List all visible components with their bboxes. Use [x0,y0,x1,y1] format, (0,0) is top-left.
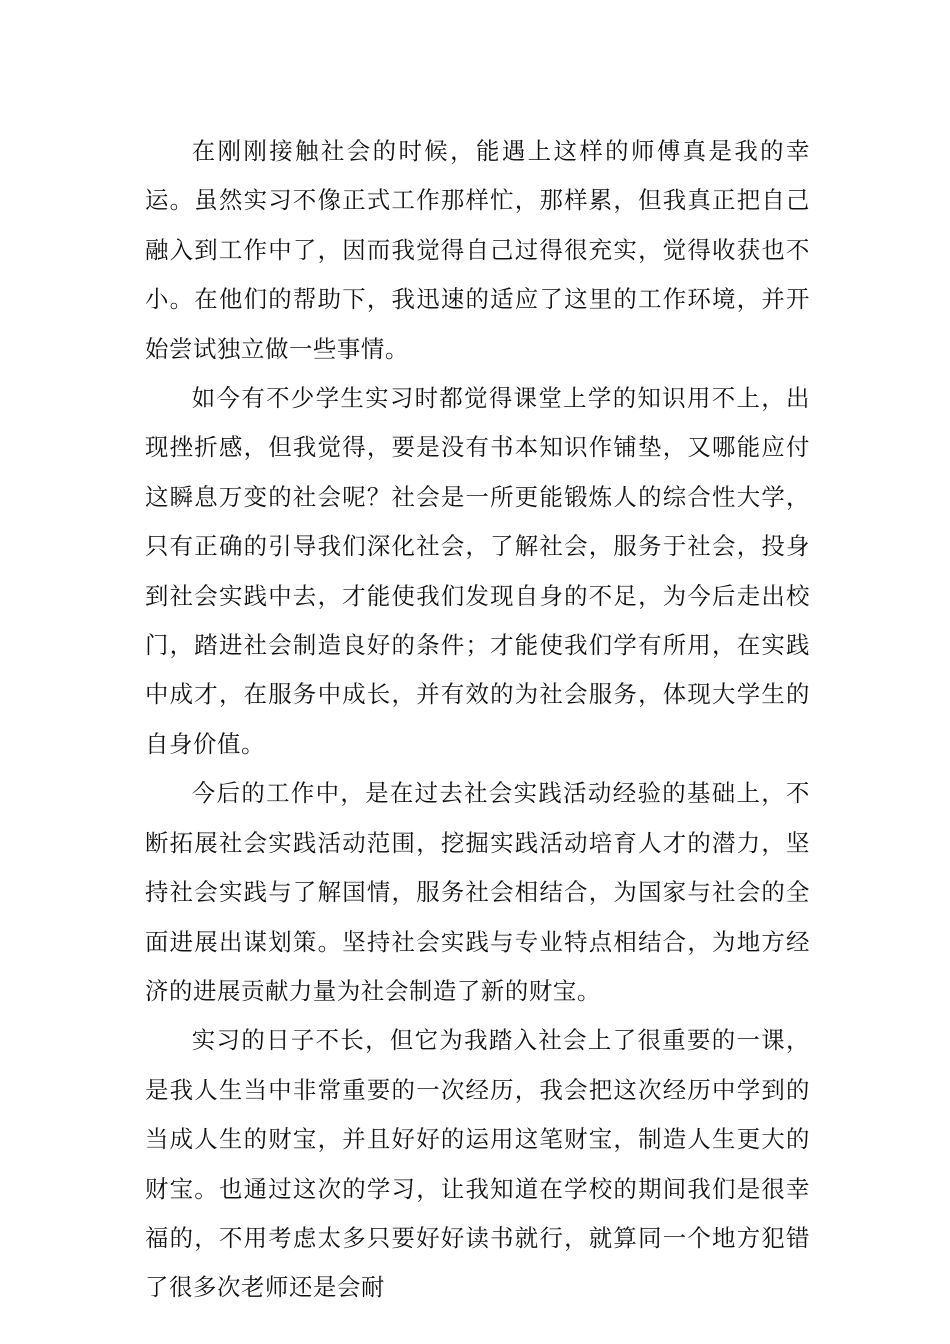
paragraph-3: 今后的工作中，是在过去社会实践活动经验的基础上，不断拓展社会实践活动范围，挖掘实践活动培育人才的潜力，坚持社会实践与了解国情，服务社会相结合，为国家与社会的全面进展出谋划策。坚持社会实践与专业特点相结合，为地方经济的进展贡献力量为社会制造了新的财宝。 [145,779,810,1005]
paragraph-2: 如今有不少学生实习时都觉得课堂上学的知识用不上，出现挫折感，但我觉得，要是没有书本知识作铺垫，又哪能应付这瞬息万变的社会呢？社会是一所更能锻炼人的综合性大学，只有正确的引导我们深化社会，了解社会，服务于社会，投身到社会实践中去，才能使我们发现自身的不足，为今后走出校门，踏进社会制造良好的条件；才能使我们学有所用，在实践中成才，在服务中成长，并有效的为社会服务，体现大学生的自身价值。 [145,384,810,758]
paragraph-4: 实习的日子不长，但它为我踏入社会上了很重要的一课，是我人生当中非常重要的一次经历，我会把这次经历中学到的当成人生的财宝，并且好好的运用这笔财宝，制造人生更大的财宝。也通过这次的学习，让我知道在学校的期间我们是很幸福的，不用考虑太多只要好好读书就行，就算同一个地方犯错了很多次老师还是会耐 [145,1026,810,1302]
paragraph-1: 在刚刚接触社会的时候，能遇上这样的师傅真是我的幸运。虽然实习不像正式工作那样忙，那样累，但我真正把自己融入到工作中了，因而我觉得自己过得很充实，觉得收获也不小。在他们的帮助下，我迅速的适应了这里的工作环境，并开始尝试独立做一些事情。 [145,137,810,363]
document-body [145,127,810,1313]
